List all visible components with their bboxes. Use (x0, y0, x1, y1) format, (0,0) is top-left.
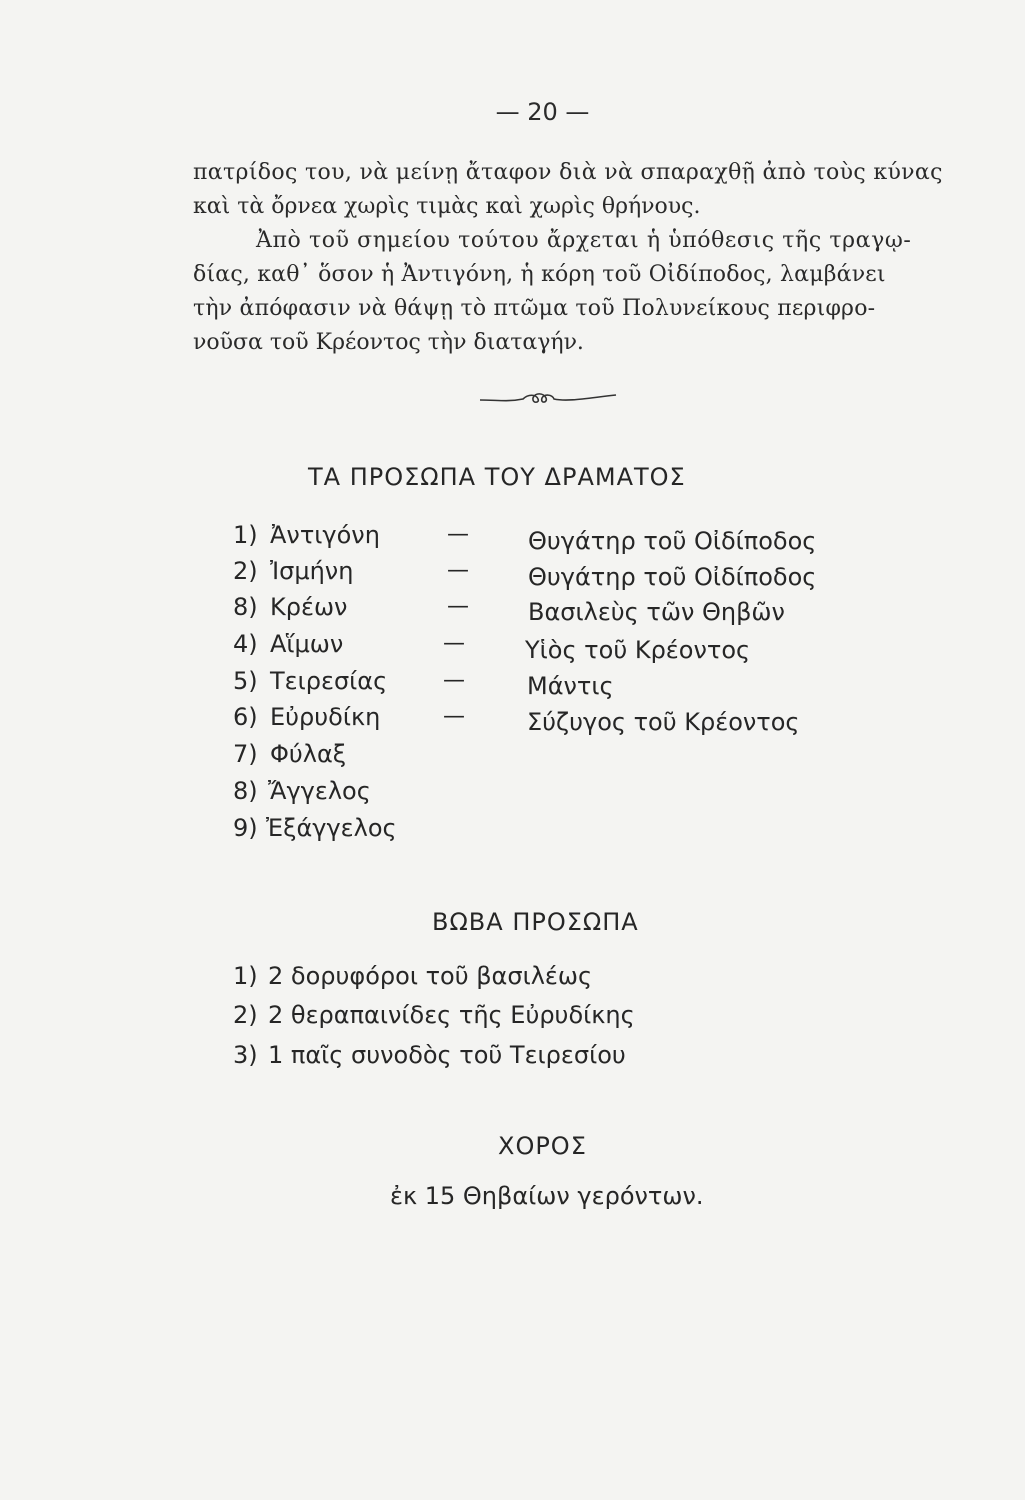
character-name: Ἄγγελος (268, 777, 371, 805)
entry-number: 9) (233, 814, 258, 842)
character-name: Ἀντιγόνη (270, 521, 380, 549)
paragraph-line: δίας, καθ᾽ ὅσον ἡ Ἀντιγόνη, ἡ κόρη τοῦ Οἰδίποδος, λαμβάνει (193, 262, 886, 287)
entry-number: 2) (233, 1001, 258, 1029)
entry-number: 8) (233, 777, 258, 805)
character-name: Τειρεσίας (270, 667, 388, 695)
separator-dash: — (447, 558, 469, 583)
entry-text: 1 παῖς συνοδὸς τοῦ Τειρεσίου (268, 1041, 626, 1069)
character-name: Αἵμων (270, 630, 344, 658)
separator-dash: — (447, 522, 469, 547)
entry-number: 8) (233, 593, 258, 621)
character-name: Ἰσμήνη (270, 557, 354, 585)
character-name: Φύλαξ (270, 740, 347, 768)
entry-number: 1) (233, 521, 258, 549)
page-number: — 20 — (495, 98, 590, 126)
paragraph-line: τὴν ἀπόφασιν νὰ θάψῃ τὸ πτῶμα τοῦ Πολυνείκους περιφρο- (193, 296, 876, 321)
entry-number: 4) (233, 630, 258, 658)
paragraph-line: καὶ τὰ ὄρνεα χωρὶς τιμὰς καὶ χωρὶς θρήνους. (193, 194, 701, 219)
entry-number: 5) (233, 667, 258, 695)
paragraph-line: Ἀπὸ τοῦ σημείου τούτου ἄρχεται ἡ ὑπόθεσις τῆς τραγῳ- (256, 228, 912, 253)
decorative-flourish-icon (478, 386, 618, 410)
character-role: Θυγάτηρ τοῦ Οἰδίποδος (528, 563, 817, 591)
entry-text: 2 θεραπαινίδες τῆς Εὐρυδίκης (268, 1001, 635, 1029)
paragraph-line: νοῦσα τοῦ Κρέοντος τὴν διαταγήν. (193, 330, 584, 355)
character-name: Ἐξάγγελος (266, 814, 397, 842)
separator-dash: — (443, 704, 465, 729)
mute-persons-heading: ΒΩΒΑ ΠΡΟΣΩΠΑ (432, 908, 639, 936)
character-role: Βασιλεὺς τῶν Θηβῶν (528, 598, 785, 626)
dramatis-personae-heading: ΤΑ ΠΡΟΣΩΠΑ ΤΟΥ ΔΡΑΜΑΤΟΣ (308, 463, 686, 491)
chorus-text: ἐκ 15 Θηβαίων γερόντων. (390, 1182, 704, 1210)
separator-dash: — (447, 594, 469, 619)
character-role: Υἱὸς τοῦ Κρέοντος (525, 636, 751, 664)
separator-dash: — (443, 668, 465, 693)
character-name: Κρέων (270, 593, 348, 621)
entry-number: 1) (233, 962, 258, 990)
entry-number: 7) (233, 740, 258, 768)
entry-number: 3) (233, 1041, 258, 1069)
paragraph-line: πατρίδος του, νὰ μείνῃ ἄταφον διὰ νὰ σπαραχθῇ ἀπὸ τοὺς κύνας (193, 160, 943, 185)
character-role: Σύζυγος τοῦ Κρέοντος (527, 708, 800, 736)
character-name: Εὐρυδίκη (270, 703, 381, 731)
entry-text: 2 δορυφόροι τοῦ βασιλέως (268, 962, 593, 990)
separator-dash: — (443, 631, 465, 656)
entry-number: 2) (233, 557, 258, 585)
entry-number: 6) (233, 703, 258, 731)
character-role: Μάντις (527, 672, 614, 700)
chorus-heading: ΧΟΡΟΣ (498, 1132, 587, 1160)
character-role: Θυγάτηρ τοῦ Οἰδίποδος (528, 527, 817, 555)
